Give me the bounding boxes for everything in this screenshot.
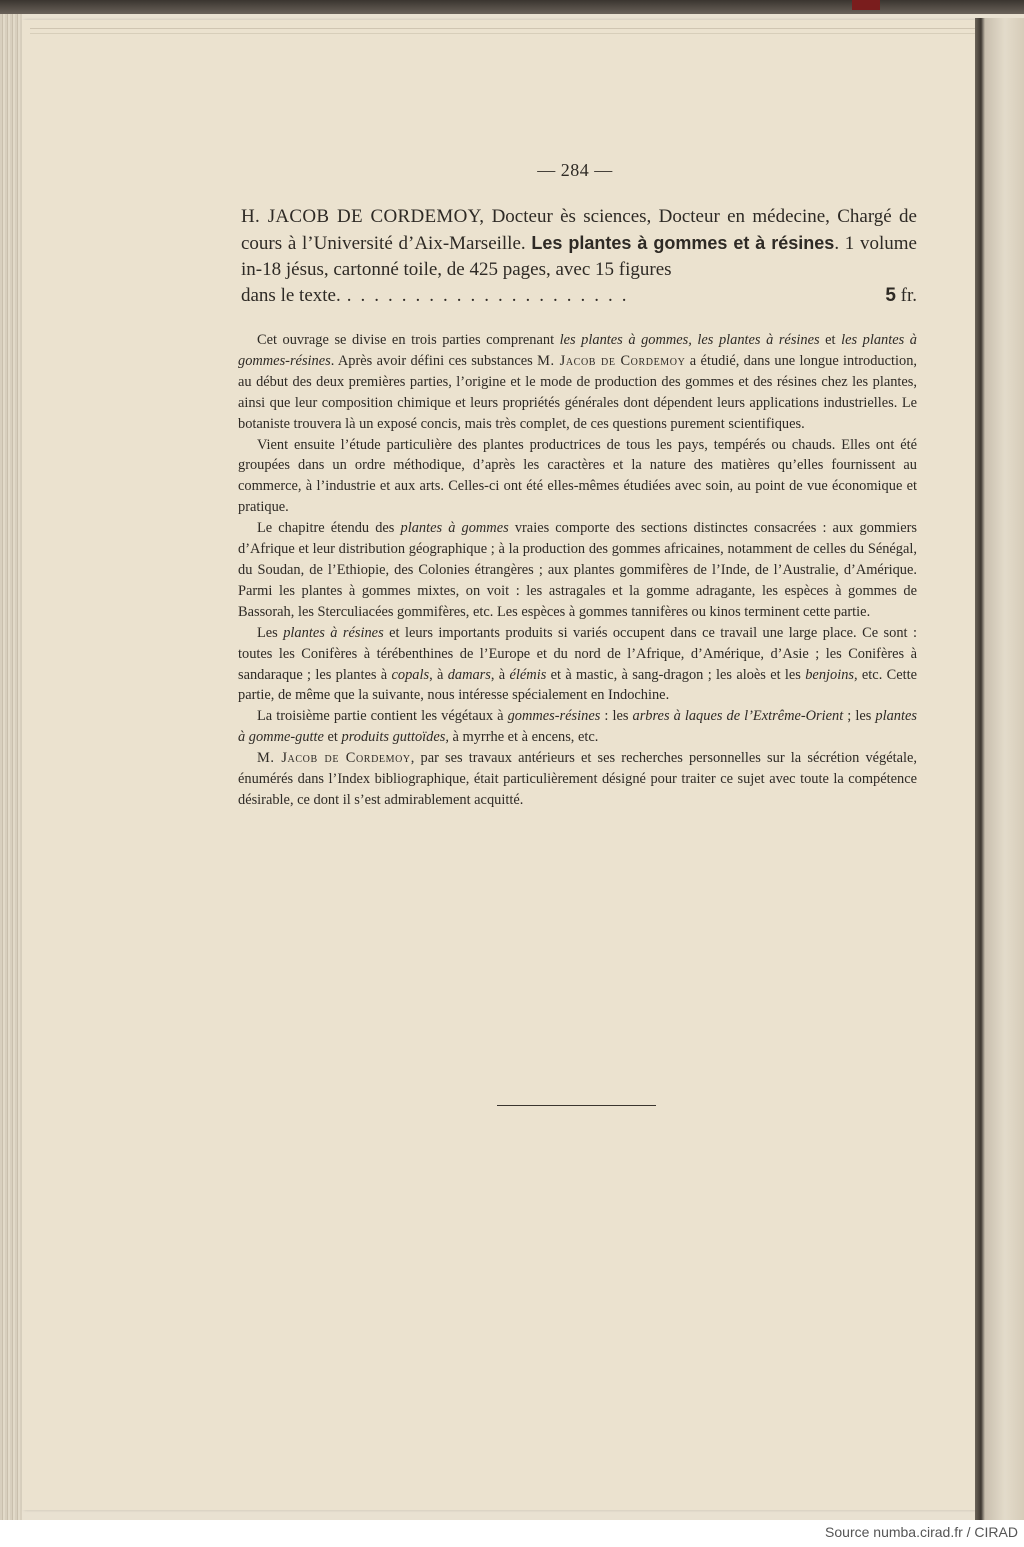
closing-rule xyxy=(497,1105,656,1106)
leader-dots: ..................... xyxy=(346,285,636,306)
text-run: La troisième partie contient les végétaux à xyxy=(257,708,508,725)
italic-run: arbres à laques de l’Extrême-Orient xyxy=(632,708,844,725)
price-amount: 5 xyxy=(885,285,896,306)
review-body xyxy=(238,330,917,811)
page-stack-edge xyxy=(0,14,22,1520)
book-citation xyxy=(241,204,917,283)
ribbon-marker xyxy=(852,0,880,10)
source-credit: Source numba.cirad.fr / CIRAD xyxy=(825,1524,1018,1540)
italic-run: les plantes à gommes, les plantes à résines xyxy=(559,332,820,348)
paragraph-2: Vient ensuite l’étude particulière des plantes productrices de tous les pays, tempérés ou chauds. Elles ont été groupées dans un ordre méthodique, d’après les caractères et la nature des matières qu’elles fournissent au commerce, à l’industrie et aux arts. Celles-ci ont été elles-mêmes étudiées avec soin, au point de vue économique et pratique. xyxy=(238,436,917,516)
text-run: , etc. Cette partie, de même que la suivante, nous intéresse spécialement en Indochine. xyxy=(238,666,917,704)
italic-run: damars xyxy=(447,666,491,683)
text-run: Cet ouvrage se divise en trois parties comprenant xyxy=(257,332,560,348)
italic-run: copals xyxy=(391,666,430,683)
italic-run: produits guttoïdes, xyxy=(341,729,449,746)
text-run: : les xyxy=(600,708,633,725)
text-run: , à xyxy=(429,666,448,683)
book-title: Les plantes à gommes et à résines xyxy=(531,233,835,253)
book-header xyxy=(241,204,917,309)
price-line xyxy=(241,283,917,309)
author-smallcaps: M. Jacob de Cordemoy xyxy=(537,352,686,369)
page-curl-right xyxy=(975,18,1024,1520)
price-currency: fr. xyxy=(895,285,917,306)
italic-run: les plantes à gommes-résines xyxy=(238,332,917,369)
text-run: a étudié, dans une longue introduction, au début des deux premières parties, l’origine et le mode de production des gommes et des résines chez les plantes, ainsi que leur composition chimique et leurs propriétés générales dont dépendent leurs applications industrielles. Le botaniste trouvera là un exposé concis, mais très complet, de ces questions purement scientifiques. xyxy=(238,352,917,432)
text-run: ; les xyxy=(843,708,876,725)
text-run: et xyxy=(819,332,842,348)
author-credentials: Docteur ès sciences, Docteur en médecine, Chargé de cours à l’Université d’Aix-Marseille. xyxy=(241,206,917,254)
price-prefix: dans le texte. xyxy=(241,285,341,306)
italic-run: plantes à gommes xyxy=(400,520,509,537)
text-run: Les xyxy=(257,624,284,641)
text-run: . Après avoir défini ces substances xyxy=(330,352,538,369)
author-name: H. JACOB DE CORDEMOY, xyxy=(241,206,485,227)
book-description: . 1 volume in-18 jésus, cartonné toile, de 425 pages, avec 15 figures xyxy=(241,233,917,280)
text-run: Le chapitre étendu des xyxy=(257,520,401,537)
text-run: , par ses travaux antérieurs et ses recherches personnelles sur la sécrétion végétale, énumérés dans l’Index bibliographique, était particulièrement désigné pour traiter ce sujet avec toute la compétence désirable, ce dont il s’est admirablement acquitté. xyxy=(238,750,917,808)
paragraph-5 xyxy=(238,706,917,748)
paragraph-3 xyxy=(238,518,917,623)
italic-run: plantes à gomme-gutte xyxy=(238,708,917,746)
text-run: vraies comporte des sections distinctes consacrées : aux gommiers d’Afrique et leur distribution géographique ; à la production des gommes africaines, notamment de celles du Sénégal, du Soudan, de l’Ethiopie, des Colonies étrangères ; aux plantes gommifères de l’Inde, de l’Australie, d’Amérique. Parmi les plantes à gommes mixtes, on voit : les astragales et la gomme adragante, les espèces à gommes de Bassorah, les Sterculiacées gommifères, etc. Les espèces à gommes tannifères ou kinos terminent cette partie. xyxy=(238,520,918,620)
text-run: et à mastic, à sang-dragon ; les aloès et les xyxy=(546,666,806,683)
text-run: , à xyxy=(490,666,510,683)
italic-run: élémis xyxy=(509,666,547,683)
text-run: et leurs importants produits si variés occupent dans ce travail une large place. Ce sont : toutes les Conifères à térébenthines de l’Europe et du nord de l’Afrique, d’Amérique, d’Asie ; les Conifères à sandaraque ; les plantes à xyxy=(238,624,917,683)
page-number: — 284 — xyxy=(537,160,613,180)
text-run: à myrrhe et à encens, etc. xyxy=(448,729,599,746)
page-top-edge xyxy=(30,28,975,34)
paragraph-6 xyxy=(238,748,917,811)
author-smallcaps: M. Jacob de Cordemoy xyxy=(257,750,411,767)
italic-run: plantes à résines xyxy=(283,624,384,641)
paragraph-4 xyxy=(238,623,917,707)
italic-run: gommes-résines xyxy=(507,708,601,725)
paragraph-1 xyxy=(238,330,917,435)
text-run: et xyxy=(323,729,342,746)
italic-run: benjoins xyxy=(805,666,854,683)
